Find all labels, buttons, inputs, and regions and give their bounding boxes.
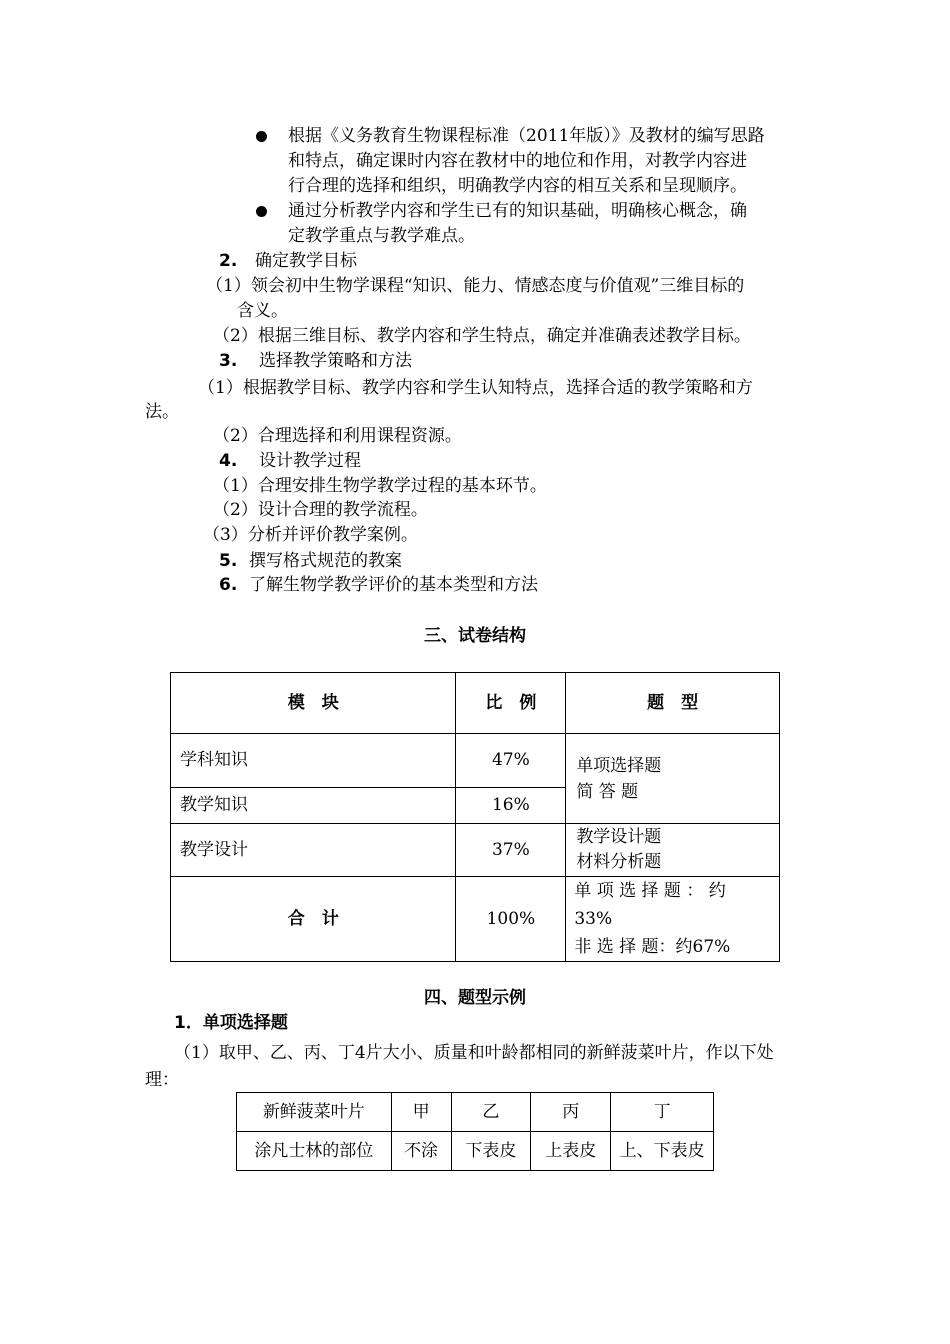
section-6-title: 了解生物学教学评价的基本类型和方法 — [249, 575, 538, 595]
module-cell: 教学知识 — [171, 788, 456, 824]
subsection-heading: 1．单项选择题 — [174, 1013, 288, 1033]
type-single-choice: 单项选择题 — [576, 755, 662, 776]
spinach-leaf-table — [236, 1092, 714, 1171]
table-row — [171, 734, 780, 788]
ratio-cell: 47% — [456, 734, 566, 788]
table-cell: 新鲜菠菜叶片 — [237, 1093, 392, 1132]
bullet-1-line-3: 行合理的选择和组织，明确教学内容的相互关系和呈现顺序。 — [288, 176, 747, 196]
table-cell: 甲 — [391, 1093, 451, 1132]
section-5-number: 5. — [219, 551, 238, 571]
type-material-analysis: 材料分析题 — [576, 852, 662, 872]
table-cell: 上表皮 — [531, 1132, 611, 1171]
table-header-row — [171, 673, 780, 734]
question-types-cell — [566, 824, 780, 877]
total-types-line-1: 单 项 选 择 题 ： 约 — [574, 881, 726, 901]
table-cell: 丙 — [531, 1093, 611, 1132]
section-2-item-2: （2）根据三维目标、教学内容和学生特点，确定并准确表述教学目标。 — [213, 326, 751, 346]
section-3-number: 3. — [219, 351, 238, 371]
section-3-item-2: （2）合理选择和利用课程资源。 — [213, 426, 462, 446]
total-label: 合 计 — [171, 877, 456, 962]
question-1-line-1: （1）取甲、乙、丙、丁4片大小、质量和叶龄都相同的新鲜菠菜叶片，作以下处 — [174, 1043, 774, 1063]
module-cell: 教学设计 — [171, 824, 456, 877]
ratio-cell: 16% — [456, 788, 566, 824]
table-row — [171, 824, 780, 877]
total-types-line-2: 33% — [574, 909, 613, 929]
section-4-item-1: （1）合理安排生物学教学过程的基本环节。 — [213, 476, 547, 496]
table-cell: 不涂 — [391, 1132, 451, 1171]
section-6-number: 6. — [219, 575, 238, 595]
question-types-cell — [566, 734, 780, 824]
section-4-item-3: （3）分析并评价教学案例。 — [203, 525, 418, 545]
section-4-item-2: （2）设计合理的教学流程。 — [213, 500, 428, 520]
table-cell: 乙 — [451, 1093, 531, 1132]
section-3-title: 选择教学策略和方法 — [259, 351, 412, 371]
section-4-title: 设计教学过程 — [259, 451, 361, 471]
bullet-2-line-1: 通过分析教学内容和学生已有的知识基础，明确核心概念，确 — [288, 201, 747, 221]
module-cell: 学科知识 — [171, 734, 456, 788]
section-2-item-1-line-2: 含义。 — [237, 301, 288, 321]
type-teaching-design: 教学设计题 — [576, 827, 662, 847]
table-cell: 丁 — [611, 1093, 714, 1132]
table-cell: 涂凡士林的部位 — [237, 1132, 392, 1171]
ratio-cell: 37% — [456, 824, 566, 877]
table-cell: 下表皮 — [451, 1132, 531, 1171]
bullet-2-line-2: 定教学重点与教学难点。 — [288, 226, 475, 246]
header-type: 题 型 — [566, 673, 780, 734]
exam-structure-table — [170, 672, 780, 962]
table-row — [237, 1132, 714, 1171]
question-1-line-2: 理： — [145, 1070, 179, 1090]
total-ratio: 100% — [456, 877, 566, 962]
section-2-number: 2. — [219, 251, 238, 271]
section-3-item-1-line-1: （1）根据教学目标、教学内容和学生认知特点，选择合适的教学策略和方 — [198, 378, 753, 398]
section-5-title: 撰写格式规范的教案 — [249, 551, 402, 571]
section-2-item-1-line-1: （1）领会初中生物学课程“知识、能力、情感态度与价值观”三维目标的 — [206, 276, 745, 296]
type-short-answer: 简 答 题 — [576, 781, 639, 802]
table-row — [237, 1093, 714, 1132]
section-3-item-1-line-2: 法。 — [145, 402, 179, 422]
header-module: 模 块 — [171, 673, 456, 734]
header-ratio: 比 例 — [456, 673, 566, 734]
total-types-line-3: 非 选 择 题：约67% — [574, 937, 731, 957]
section-4-number: 4. — [219, 451, 238, 471]
table-cell: 上、下表皮 — [611, 1132, 714, 1171]
section-3-heading: 三、试卷结构 — [424, 626, 526, 646]
bullet-1-line-1: 根据《义务教育生物课程标准（2011年版）》及教材的编写思路 — [288, 126, 765, 146]
section-4-heading: 四、题型示例 — [424, 988, 526, 1008]
section-2-title: 确定教学目标 — [255, 251, 357, 271]
bullet-1-line-2: 和特点，确定课时内容在教材中的地位和作用，对教学内容进 — [288, 151, 747, 171]
total-types-cell — [566, 877, 780, 962]
bullet-dot-icon — [256, 206, 267, 217]
table-total-row — [171, 877, 780, 962]
bullet-dot-icon — [256, 131, 267, 142]
